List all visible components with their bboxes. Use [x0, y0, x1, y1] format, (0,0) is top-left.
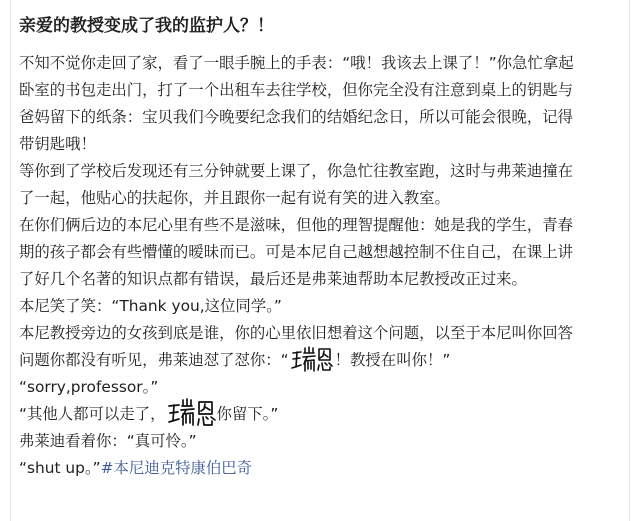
paragraph-2: 等你到了学校后发现还有三分钟就要上课了，你急忙往教室跑，这时与弗莱迪撞在了一起，他贴心的扶起你，并且跟你一起有说有笑的进入教室。 [19, 162, 574, 207]
paragraph-8: 弗莱迪看着你：“真可怜。” [19, 432, 197, 450]
handwritten-name-signature [167, 396, 217, 428]
paragraph-5-end: ！教授在叫你！” [334, 351, 451, 369]
paragraph-6: “sorry,professor。” [19, 378, 159, 396]
paragraph-9 [19, 455, 579, 482]
paragraph-5 [19, 320, 579, 374]
post-content [19, 50, 579, 482]
post-title: 亲爱的教授变成了我的监护人？！ [19, 16, 274, 36]
paragraph-9-text: “shut up。” [19, 459, 101, 477]
paragraph-5-start: 本尼教授旁边的女孩到底是谁，你的心里依旧想着这个问题，以至于本尼叫你回答问题你都没有听见，弗莱迪怼了怼你：“ [19, 324, 574, 369]
paragraph-3: 在你们俩后边的本尼心里有些不是滋味，但他的理智提醒他：她是我的学生，青春期的孩子都会有些懵懂的暧昧而已。可是本尼自己越想越控制不住自己，在课上讲了好几个名著的知识点都有错误，最后还是弗莱迪帮助本尼教授改正过来。 [19, 216, 574, 288]
paragraph-4: 本尼笑了笑：“Thank you,这位同学。” [19, 297, 282, 315]
hashtag-link[interactable]: #本尼迪克特康伯巴奇 [100, 459, 253, 477]
paragraph-1: 不知不觉你走回了家，看了一眼手腕上的手表：“哦！我该去上课了！”你急忙拿起卧室的书包走出门，打了一个出租车去往学校，但你完全没有注意到桌上的钥匙与爸妈留下的纸条：宝贝我们今晚要纪念我们的结婚纪念日，所以可能会很晚，记得带钥匙哦！ [19, 54, 574, 153]
paragraph-7-end: 你留下。” [216, 405, 279, 423]
handwritten-name-signature [290, 344, 334, 374]
post-card [10, 0, 630, 521]
paragraph-7-start: “其他人都可以走了， [19, 405, 166, 423]
paragraph-7 [19, 401, 579, 428]
